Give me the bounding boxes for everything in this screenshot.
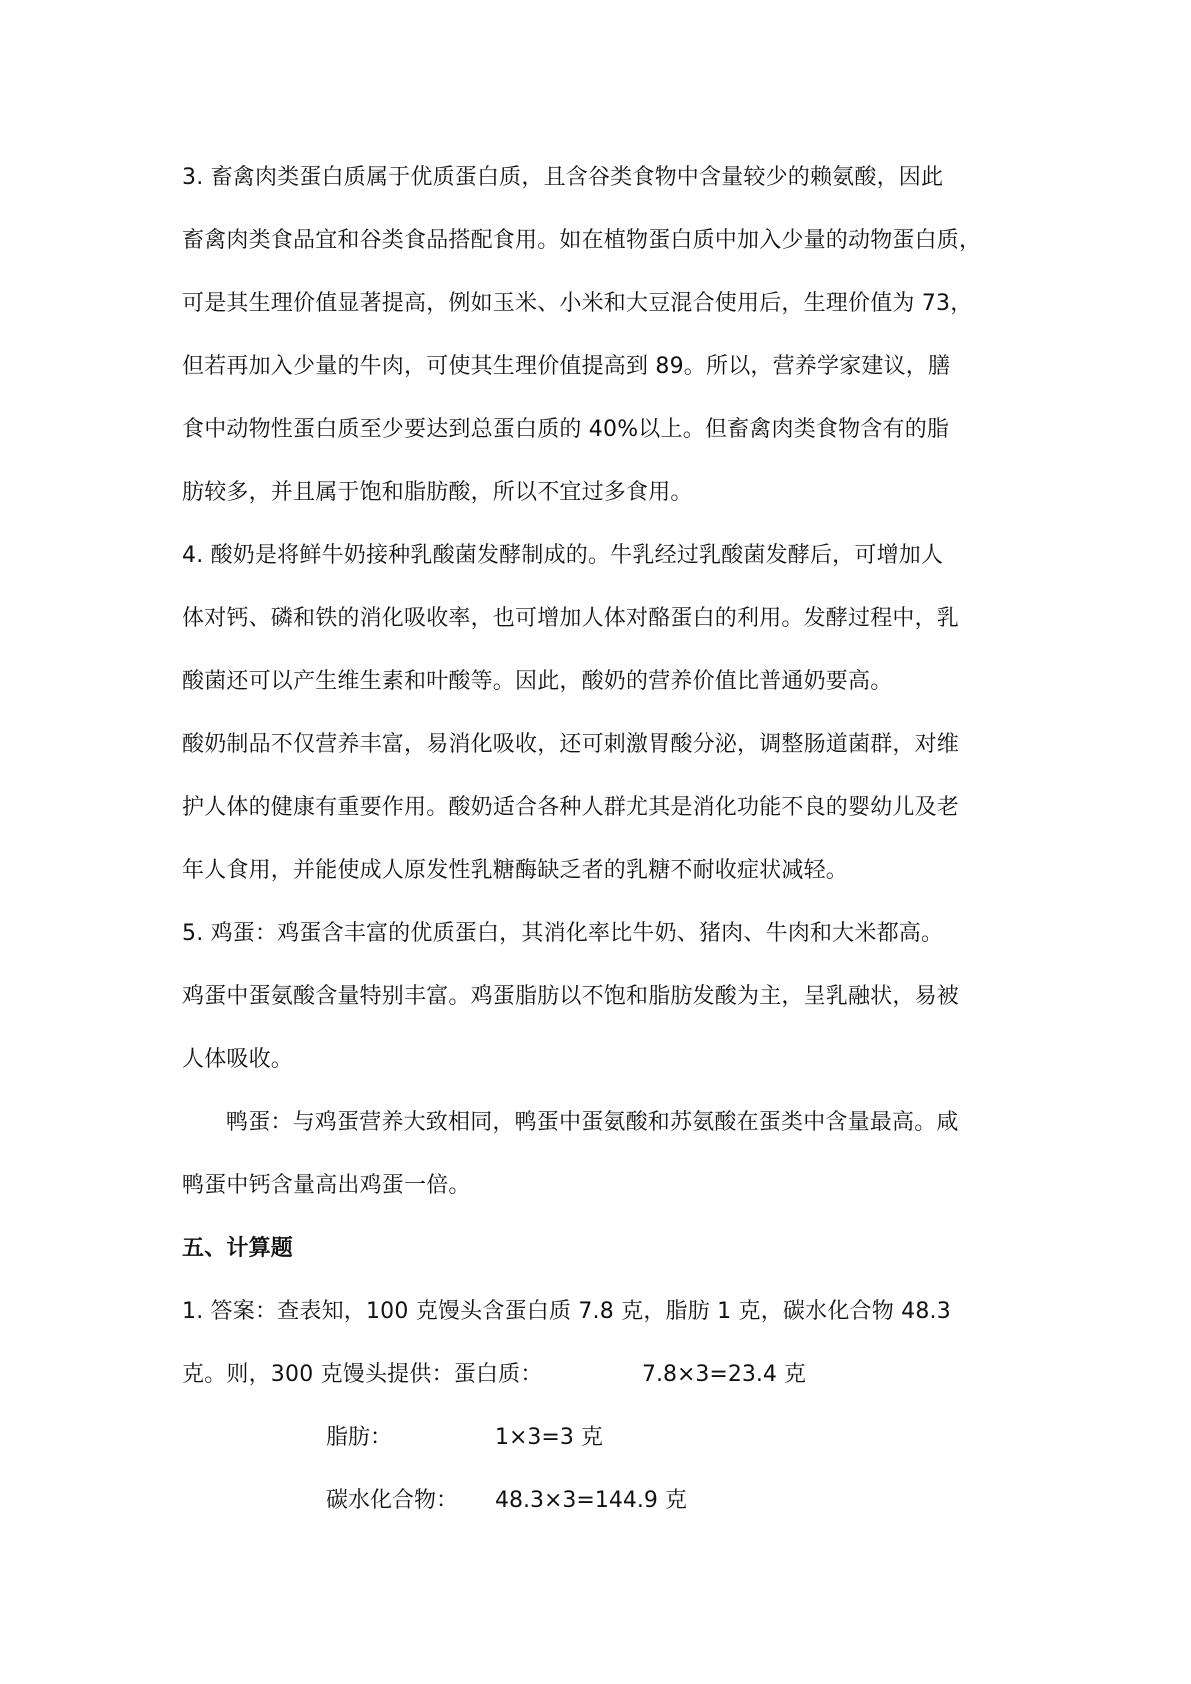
paragraph-5-line-1: 5. 鸡蛋：鸡蛋含丰富的优质蛋白，其消化率比牛奶、猪肉、牛肉和大米都高。	[182, 921, 944, 946]
paragraph-4-line-5: 护人体的健康有重要作用。酸奶适合各种人群尤其是消化功能不良的婴幼儿及老	[182, 795, 960, 820]
paragraph-duck-egg-line-2: 鸭蛋中钙含量高出鸡蛋一倍。	[182, 1173, 471, 1198]
paragraph-4-line-4: 酸奶制品不仅营养丰富，易消化吸收，还可刺激胃酸分泌，调整肠道菌群，对维	[182, 732, 960, 757]
paragraph-3-line-2: 畜禽肉类食品宜和谷类食品搭配食用。如在植物蛋白质中加入少量的动物蛋白质，	[182, 228, 982, 253]
protein-result: 7.8×3=23.4 克	[642, 1362, 806, 1387]
calc-answer-line-1: 1. 答案：查表知，100 克馒头含蛋白质 7.8 克，脂肪 1 克，碳水化合物 48.3	[182, 1299, 951, 1324]
paragraph-4-line-6: 年人食用，并能使成人原发性乳糖酶缺乏者的乳糖不耐收症状减轻。	[182, 858, 849, 883]
paragraph-4-line-1: 4. 酸奶是将鲜牛奶接种乳酸菌发酵制成的。牛乳经过乳酸菌发酵后，可增加人	[182, 543, 944, 568]
carb-label: 碳水化合物：	[326, 1488, 459, 1513]
carb-result: 48.3×3=144.9 克	[495, 1488, 687, 1513]
paragraph-3-line-5: 食中动物性蛋白质至少要达到总蛋白质的 40%以上。但畜禽肉类食物含有的脂	[182, 417, 950, 442]
paragraph-5-line-2: 鸡蛋中蛋氨酸含量特别丰富。鸡蛋脂肪以不饱和脂肪发酸为主，呈乳融状，易被	[182, 984, 960, 1009]
paragraph-3-line-1: 3. 畜禽肉类蛋白质属于优质蛋白质，且含谷类食物中含量较少的赖氨酸，因此	[182, 165, 944, 190]
section-title: 五、计算题	[182, 1236, 294, 1261]
paragraph-3-line-6: 肪较多，并且属于饱和脂肪酸，所以不宜过多食用。	[182, 480, 693, 505]
paragraph-4-line-3: 酸菌还可以产生维生素和叶酸等。因此，酸奶的营养价值比普通奶要高。	[182, 669, 893, 694]
fat-label: 脂肪：	[326, 1425, 393, 1450]
calc-answer-line-2: 克。则，300 克馒头提供：蛋白质：	[182, 1362, 543, 1387]
paragraph-3-line-4: 但若再加入少量的牛肉，可使其生理价值提高到 89。所以，营养学家建议，膳	[182, 354, 951, 379]
fat-result: 1×3=3 克	[495, 1425, 603, 1450]
paragraph-3-line-3: 可是其生理价值显著提高，例如玉米、小米和大豆混合使用后，生理价值为 73，	[182, 291, 973, 316]
paragraph-4-line-2: 体对钙、磷和铁的消化吸收率，也可增加人体对酪蛋白的利用。发酵过程中，乳	[182, 606, 960, 631]
paragraph-5-line-3: 人体吸收。	[182, 1047, 294, 1072]
paragraph-duck-egg-line-1: 鸭蛋：与鸡蛋营养大致相同，鸭蛋中蛋氨酸和苏氨酸在蛋类中含量最高。咸	[226, 1110, 959, 1135]
